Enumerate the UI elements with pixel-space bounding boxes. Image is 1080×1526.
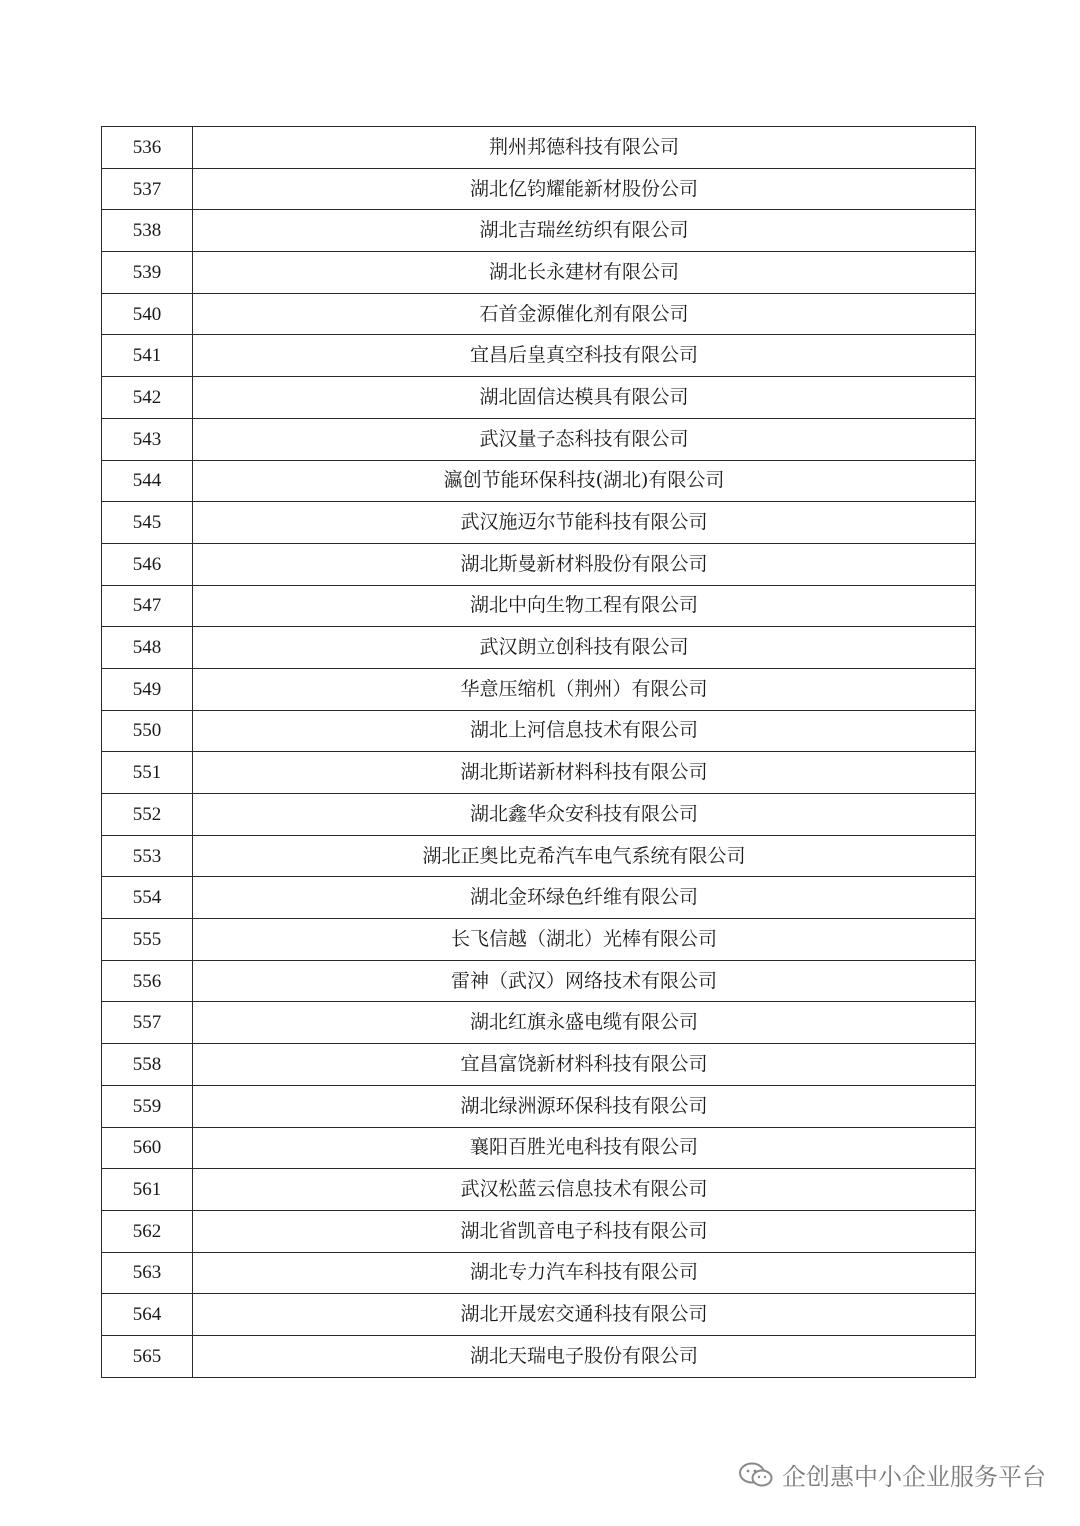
row-number-cell: 547 (102, 585, 193, 627)
table-row (102, 543, 976, 585)
row-number-cell: 545 (102, 502, 193, 544)
table-body (102, 127, 976, 1378)
table-row (102, 335, 976, 377)
row-number-cell: 554 (102, 877, 193, 919)
company-name-cell: 湖北专力汽车科技有限公司 (193, 1252, 976, 1294)
table-row (102, 293, 976, 335)
row-number-cell: 541 (102, 335, 193, 377)
table-row (102, 1085, 976, 1127)
wechat-icon (738, 1461, 774, 1489)
row-number-cell: 539 (102, 252, 193, 294)
row-number-cell: 562 (102, 1210, 193, 1252)
row-number-cell: 563 (102, 1252, 193, 1294)
company-name-cell: 湖北中向生物工程有限公司 (193, 585, 976, 627)
company-name-cell: 武汉松蓝云信息技术有限公司 (193, 1169, 976, 1211)
company-name-cell: 瀛创节能环保科技(湖北)有限公司 (193, 460, 976, 502)
company-name-cell: 湖北开晟宏交通科技有限公司 (193, 1294, 976, 1336)
company-name-cell: 湖北绿洲源环保科技有限公司 (193, 1085, 976, 1127)
row-number-cell: 551 (102, 752, 193, 794)
table-row (102, 752, 976, 794)
row-number-cell: 559 (102, 1085, 193, 1127)
table-row (102, 252, 976, 294)
row-number-cell: 550 (102, 710, 193, 752)
table-row (102, 668, 976, 710)
row-number-cell: 540 (102, 293, 193, 335)
company-name-cell: 雷神（武汉）网络技术有限公司 (193, 960, 976, 1002)
row-number-cell: 552 (102, 794, 193, 836)
watermark-text: 企创惠中小企业服务平台 (782, 1463, 1046, 1491)
row-number-cell: 564 (102, 1294, 193, 1336)
company-name-cell: 湖北省凯音电子科技有限公司 (193, 1210, 976, 1252)
company-name-cell: 湖北吉瑞丝纺织有限公司 (193, 210, 976, 252)
company-name-cell: 湖北斯诺新材料科技有限公司 (193, 752, 976, 794)
company-name-cell: 荆州邦德科技有限公司 (193, 127, 976, 169)
company-name-cell: 湖北亿钧耀能新材股份公司 (193, 168, 976, 210)
table-row (102, 835, 976, 877)
company-name-cell: 湖北鑫华众安科技有限公司 (193, 794, 976, 836)
company-name-cell: 襄阳百胜光电科技有限公司 (193, 1127, 976, 1169)
company-name-cell: 湖北红旗永盛电缆有限公司 (193, 1002, 976, 1044)
table-row (102, 710, 976, 752)
row-number-cell: 537 (102, 168, 193, 210)
table-row (102, 502, 976, 544)
row-number-cell: 544 (102, 460, 193, 502)
company-name-cell: 武汉朗立创科技有限公司 (193, 627, 976, 669)
company-list-table (101, 126, 976, 1378)
row-number-cell: 561 (102, 1169, 193, 1211)
row-number-cell: 553 (102, 835, 193, 877)
company-name-cell: 湖北斯曼新材料股份有限公司 (193, 543, 976, 585)
company-name-cell: 宜昌富饶新材料科技有限公司 (193, 1044, 976, 1086)
table-row (102, 919, 976, 961)
table-row (102, 1335, 976, 1377)
row-number-cell: 548 (102, 627, 193, 669)
table-row (102, 1294, 976, 1336)
table-row (102, 127, 976, 169)
company-name-cell: 石首金源催化剂有限公司 (193, 293, 976, 335)
table-row (102, 585, 976, 627)
row-number-cell: 565 (102, 1335, 193, 1377)
row-number-cell: 560 (102, 1127, 193, 1169)
table-row (102, 877, 976, 919)
table-row (102, 210, 976, 252)
row-number-cell: 546 (102, 543, 193, 585)
company-name-cell: 湖北固信达模具有限公司 (193, 377, 976, 419)
company-name-cell: 华意压缩机（荆州）有限公司 (193, 668, 976, 710)
row-number-cell: 555 (102, 919, 193, 961)
table-row (102, 460, 976, 502)
watermark (738, 1457, 1046, 1492)
table-row (102, 1002, 976, 1044)
company-name-cell: 湖北上河信息技术有限公司 (193, 710, 976, 752)
company-name-cell: 湖北长永建材有限公司 (193, 252, 976, 294)
table-row (102, 1169, 976, 1211)
company-name-cell: 长飞信越（湖北）光棒有限公司 (193, 919, 976, 961)
table-row (102, 794, 976, 836)
row-number-cell: 543 (102, 418, 193, 460)
company-name-cell: 湖北金环绿色纤维有限公司 (193, 877, 976, 919)
company-name-cell: 武汉施迈尔节能科技有限公司 (193, 502, 976, 544)
row-number-cell: 558 (102, 1044, 193, 1086)
company-name-cell: 湖北天瑞电子股份有限公司 (193, 1335, 976, 1377)
table-row (102, 377, 976, 419)
company-name-cell: 宜昌后皇真空科技有限公司 (193, 335, 976, 377)
company-name-cell: 湖北正奥比克希汽车电气系统有限公司 (193, 835, 976, 877)
row-number-cell: 549 (102, 668, 193, 710)
row-number-cell: 536 (102, 127, 193, 169)
table-row (102, 1127, 976, 1169)
table-row (102, 627, 976, 669)
table-row (102, 168, 976, 210)
table-row (102, 1210, 976, 1252)
table-row (102, 1044, 976, 1086)
company-name-cell: 武汉量子态科技有限公司 (193, 418, 976, 460)
row-number-cell: 538 (102, 210, 193, 252)
row-number-cell: 542 (102, 377, 193, 419)
row-number-cell: 556 (102, 960, 193, 1002)
table-row (102, 1252, 976, 1294)
row-number-cell: 557 (102, 1002, 193, 1044)
table-row (102, 418, 976, 460)
table-row (102, 960, 976, 1002)
